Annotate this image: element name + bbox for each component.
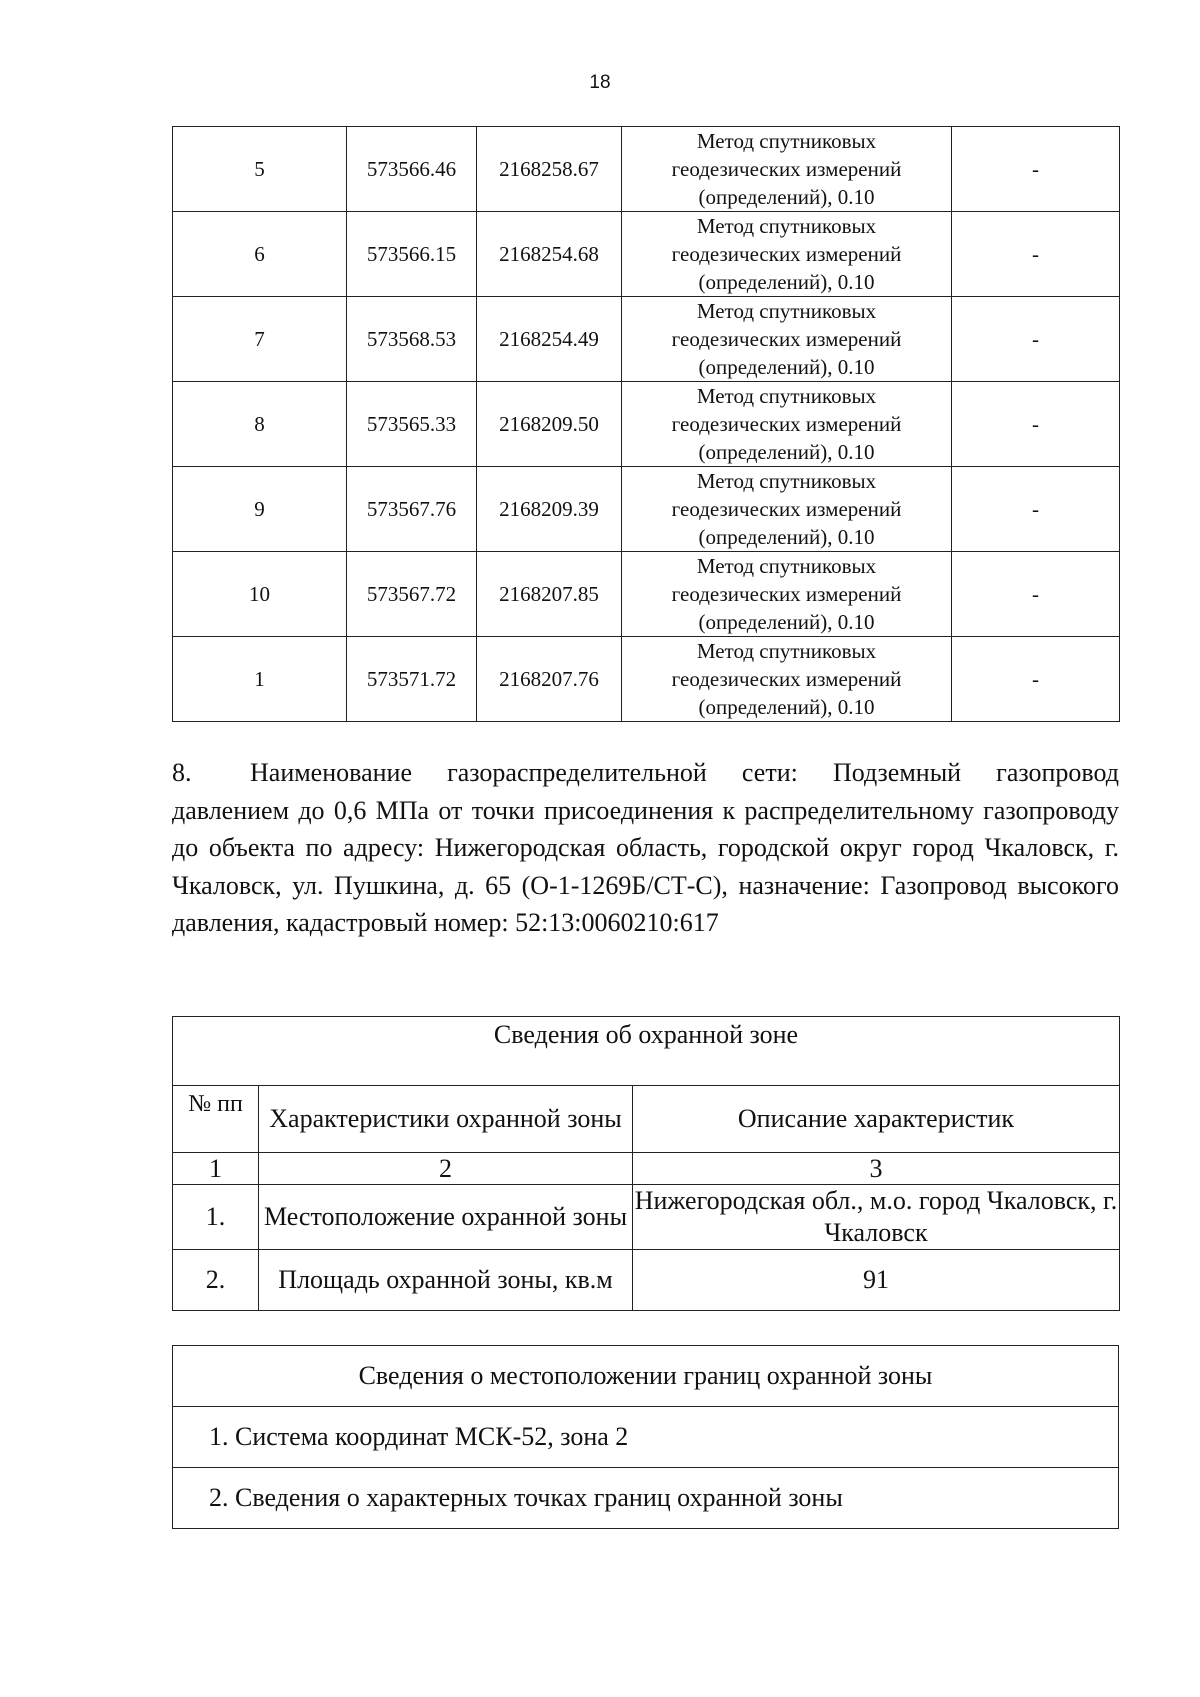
zone-boundaries-table	[172, 1345, 1119, 1529]
note-cell: -	[952, 552, 1120, 637]
row-number: 1.	[173, 1185, 259, 1250]
note-cell: -	[952, 297, 1120, 382]
method-line: Метод спутниковых	[696, 469, 877, 493]
method-line: геодезических измерений	[671, 242, 902, 266]
table-row	[173, 1185, 1120, 1250]
method-cell	[622, 382, 952, 467]
table-row	[173, 297, 1120, 382]
point-number: 6	[173, 212, 347, 297]
row-characteristic: Местоположение охранной зоны	[259, 1185, 633, 1250]
table-row	[173, 467, 1120, 552]
coord-x: 573567.72	[347, 552, 477, 637]
method-line: Метод спутниковых	[696, 299, 877, 323]
section-8-paragraph	[172, 754, 1119, 942]
method-line: геодезических измерений	[671, 582, 902, 606]
row-number: 2.	[173, 1250, 259, 1311]
coord-y: 2168209.50	[477, 382, 622, 467]
protection-zone-table	[172, 1016, 1120, 1311]
col-header-description: Описание характеристик	[633, 1086, 1120, 1153]
method-cell	[622, 467, 952, 552]
table-row	[173, 637, 1120, 722]
coord-x: 573565.33	[347, 382, 477, 467]
method-line: геодезических измерений	[671, 327, 902, 351]
method-line: (определений), 0.10	[698, 355, 875, 379]
method-line: (определений), 0.10	[698, 440, 875, 464]
section-number: 8.	[172, 758, 192, 787]
bounds-table-title: Сведения о местоположении границ охранной зоны	[173, 1346, 1119, 1407]
point-number: 5	[173, 127, 347, 212]
point-number: 8	[173, 382, 347, 467]
coord-x: 573567.76	[347, 467, 477, 552]
coord-y: 2168207.76	[477, 637, 622, 722]
coord-y: 2168209.39	[477, 467, 622, 552]
col-index: 2	[259, 1153, 633, 1185]
coord-x: 573568.53	[347, 297, 477, 382]
method-cell	[622, 637, 952, 722]
method-line: (определений), 0.10	[698, 185, 875, 209]
method-cell	[622, 552, 952, 637]
method-line: Метод спутниковых	[696, 384, 877, 408]
method-line: Метод спутниковых	[696, 639, 877, 663]
method-line: Метод спутниковых	[696, 129, 877, 153]
coord-x: 573571.72	[347, 637, 477, 722]
col-header-characteristic: Характеристики охранной зоны	[259, 1086, 633, 1153]
point-number: 10	[173, 552, 347, 637]
table-row	[173, 1250, 1120, 1311]
table-row	[173, 212, 1120, 297]
method-line: геодезических измерений	[671, 667, 902, 691]
coord-y: 2168254.49	[477, 297, 622, 382]
method-cell	[622, 127, 952, 212]
coord-x: 573566.46	[347, 127, 477, 212]
method-cell	[622, 212, 952, 297]
bounds-item: 1. Система координат МСК-52, зона 2	[173, 1407, 1119, 1468]
note-cell: -	[952, 467, 1120, 552]
coord-y: 2168207.85	[477, 552, 622, 637]
note-cell: -	[952, 637, 1120, 722]
method-line: Метод спутниковых	[696, 214, 877, 238]
col-index: 1	[173, 1153, 259, 1185]
point-number: 7	[173, 297, 347, 382]
method-line: (определений), 0.10	[698, 695, 875, 719]
table-row	[173, 127, 1120, 212]
row-characteristic: Площадь охранной зоны, кв.м	[259, 1250, 633, 1311]
page-number: 18	[589, 72, 611, 93]
table-row	[173, 552, 1120, 637]
col-header-number: № пп	[173, 1086, 259, 1153]
method-line: (определений), 0.10	[698, 525, 875, 549]
method-cell	[622, 297, 952, 382]
method-line: (определений), 0.10	[698, 270, 875, 294]
note-cell: -	[952, 382, 1120, 467]
method-line: геодезических измерений	[671, 157, 902, 181]
method-line: Метод спутниковых	[696, 554, 877, 578]
point-number: 1	[173, 637, 347, 722]
method-line: геодезических измерений	[671, 497, 902, 521]
section-text: Наименование газораспределительной сети: Подземный газопровод давлением до 0,6 МПа от точки присоединения к распределительному газопроводу до объекта по адресу: Нижегородская область, городской округ город Чкаловск, г. Чкаловск, ул. Пушкина, д. 65 (О-1-1269Б/СТ-С), назначение: Газопровод высокого давления, кадастровый номер: 52:13:0060210:617	[172, 758, 1119, 937]
coordinates-table	[172, 126, 1120, 722]
method-line: геодезических измерений	[671, 412, 902, 436]
coord-x: 573566.15	[347, 212, 477, 297]
point-number: 9	[173, 467, 347, 552]
method-line: (определений), 0.10	[698, 610, 875, 634]
coord-y: 2168258.67	[477, 127, 622, 212]
bounds-item: 2. Сведения о характерных точках границ охранной зоны	[173, 1468, 1119, 1529]
row-description: Нижегородская обл., м.о. город Чкаловск, г. Чкаловск	[633, 1185, 1120, 1250]
table-row	[173, 382, 1120, 467]
col-index: 3	[633, 1153, 1120, 1185]
note-cell: -	[952, 127, 1120, 212]
zone-table-title: Сведения об охранной зоне	[173, 1017, 1120, 1086]
note-cell: -	[952, 212, 1120, 297]
row-description: 91	[633, 1250, 1120, 1311]
coord-y: 2168254.68	[477, 212, 622, 297]
